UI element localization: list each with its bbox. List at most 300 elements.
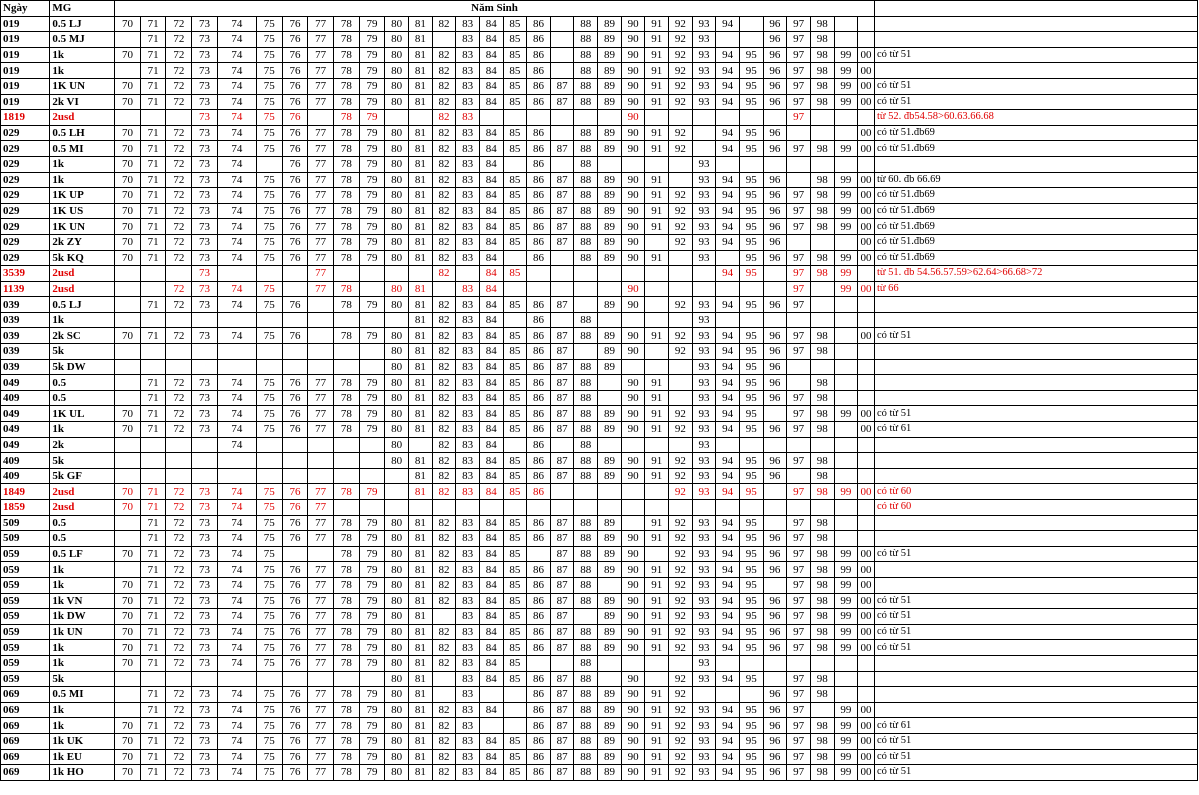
year-cell: 86 [527,16,551,32]
year-cell [574,281,598,297]
year-cell: 85 [503,359,527,375]
year-cell [503,718,527,734]
mg-cell: 0.5 LJ [50,16,115,32]
year-cell: 81 [409,702,433,718]
year-cell: 71 [140,406,166,422]
year-cell: 97 [787,765,811,781]
year-cell: 71 [140,125,166,141]
year-cell [787,375,811,391]
year-cell: 72 [166,546,192,562]
year-cell: 74 [217,188,256,204]
year-cell: 85 [503,406,527,422]
year-cell: 83 [456,609,480,625]
year-cell: 74 [217,63,256,79]
year-cell: 81 [409,453,433,469]
year-cell: 81 [409,546,433,562]
mg-cell: 1k [50,63,115,79]
year-cell [692,125,716,141]
year-cell: 76 [282,63,308,79]
year-cell: 97 [787,718,811,734]
mg-cell: 0.5 [50,390,115,406]
year-cell: 74 [217,94,256,110]
year-cell: 82 [432,546,456,562]
year-cell: 84 [479,297,503,313]
year-cell [669,172,693,188]
year-cell [166,312,192,328]
year-cell: 93 [692,328,716,344]
year-cell: 98 [810,203,834,219]
year-cell [527,266,551,282]
year-cell [527,655,551,671]
year-cell: 97 [787,640,811,656]
year-cell: 93 [692,437,716,453]
year-cell: 90 [621,702,645,718]
year-cell: 96 [763,32,787,48]
year-cell: 85 [503,344,527,360]
year-cell: 82 [432,203,456,219]
year-cell: 98 [810,453,834,469]
year-cell: 73 [192,110,218,126]
year-cell: 77 [308,500,334,516]
year-cell: 78 [333,16,359,32]
year-cell: 90 [621,172,645,188]
year-cell: 88 [574,406,598,422]
table-row [1,250,1198,266]
year-cell: 84 [479,203,503,219]
year-cell [115,468,141,484]
table-row [1,359,1198,375]
year-cell [858,390,875,406]
year-cell [716,655,740,671]
year-cell: 73 [192,172,218,188]
year-cell: 88 [574,453,598,469]
year-cell: 74 [217,110,256,126]
year-cell: 00 [858,562,875,578]
year-cell [598,281,622,297]
year-cell: 97 [787,63,811,79]
year-cell: 90 [621,577,645,593]
year-cell [787,312,811,328]
year-cell: 93 [692,375,716,391]
year-cell: 87 [550,390,574,406]
year-cell: 87 [550,468,574,484]
year-cell [115,312,141,328]
year-cell [787,655,811,671]
year-cell: 96 [763,359,787,375]
year-cell: 71 [140,733,166,749]
day-cell: 409 [1,453,50,469]
year-cell: 84 [479,609,503,625]
year-cell: 76 [282,609,308,625]
year-cell [598,484,622,500]
day-cell: 029 [1,250,50,266]
year-cell: 97 [787,531,811,547]
mg-cell: 5k KQ [50,250,115,266]
year-cell: 87 [550,172,574,188]
year-cell: 80 [385,702,409,718]
day-cell: 1859 [1,500,50,516]
year-cell: 79 [359,749,385,765]
year-cell: 72 [166,500,192,516]
year-cell: 88 [574,359,598,375]
year-cell: 96 [763,219,787,235]
year-cell: 84 [479,47,503,63]
day-cell: 049 [1,406,50,422]
year-cell [166,344,192,360]
year-cell: 98 [810,515,834,531]
year-cell: 83 [456,375,480,391]
year-cell: 98 [810,671,834,687]
mg-cell: 1k VN [50,593,115,609]
year-cell [645,156,669,172]
year-cell: 83 [456,297,480,313]
year-cell: 88 [574,718,598,734]
year-cell: 87 [550,609,574,625]
year-cell: 79 [359,297,385,313]
year-cell [716,500,740,516]
year-cell: 88 [574,63,598,79]
year-cell: 82 [432,390,456,406]
year-cell: 70 [115,94,141,110]
year-cell: 99 [834,749,858,765]
year-cell: 86 [527,63,551,79]
year-cell [409,266,433,282]
year-cell: 85 [503,125,527,141]
year-cell [140,266,166,282]
year-cell: 83 [456,390,480,406]
year-cell: 78 [333,640,359,656]
year-cell: 88 [574,141,598,157]
year-cell: 76 [282,390,308,406]
year-cell: 86 [527,297,551,313]
year-cell: 93 [692,562,716,578]
year-cell: 87 [550,577,574,593]
year-cell: 90 [621,281,645,297]
year-cell: 95 [739,640,763,656]
table-row [1,328,1198,344]
year-cell: 83 [456,687,480,703]
year-cell [716,250,740,266]
day-cell: 509 [1,531,50,547]
year-cell: 74 [217,16,256,32]
year-cell: 95 [739,593,763,609]
year-cell: 74 [217,390,256,406]
year-cell: 87 [550,671,574,687]
year-cell [810,281,834,297]
year-cell [834,655,858,671]
year-cell: 78 [333,531,359,547]
year-cell [115,359,141,375]
year-cell: 85 [503,63,527,79]
year-cell: 71 [140,422,166,438]
year-cell: 73 [192,156,218,172]
year-cell: 90 [621,78,645,94]
mg-cell: 1k [50,718,115,734]
year-cell: 97 [787,624,811,640]
day-cell: 059 [1,593,50,609]
year-cell: 89 [598,32,622,48]
year-cell [256,312,282,328]
mg-cell: 1k [50,562,115,578]
year-cell: 75 [256,546,282,562]
year-cell: 89 [598,765,622,781]
year-cell: 93 [692,640,716,656]
year-cell: 86 [527,234,551,250]
day-cell: 029 [1,219,50,235]
day-cell: 029 [1,203,50,219]
year-cell: 76 [282,562,308,578]
year-cell [550,156,574,172]
year-cell [385,110,409,126]
year-cell: 77 [308,219,334,235]
year-cell: 88 [574,422,598,438]
year-cell: 91 [645,32,669,48]
year-cell: 79 [359,484,385,500]
year-cell: 70 [115,47,141,63]
year-cell: 77 [308,406,334,422]
mg-cell: 1k [50,172,115,188]
year-cell: 84 [479,390,503,406]
year-cell [282,546,308,562]
year-cell [359,453,385,469]
year-cell: 94 [716,375,740,391]
year-cell: 86 [527,593,551,609]
year-cell: 94 [716,188,740,204]
year-cell: 95 [739,125,763,141]
year-cell [598,156,622,172]
year-cell: 86 [527,718,551,734]
year-cell [308,468,334,484]
year-cell: 83 [456,765,480,781]
year-cell: 71 [140,250,166,266]
year-cell: 76 [282,687,308,703]
note-cell: có từ 51 [874,640,1197,656]
year-cell: 95 [739,577,763,593]
year-cell: 81 [409,749,433,765]
year-cell: 74 [217,687,256,703]
year-cell [166,266,192,282]
day-cell: 1849 [1,484,50,500]
year-cell: 79 [359,546,385,562]
year-cell: 95 [739,406,763,422]
day-cell: 029 [1,156,50,172]
year-cell: 97 [787,546,811,562]
table-row [1,234,1198,250]
year-cell [645,312,669,328]
year-cell: 84 [479,266,503,282]
year-cell: 97 [787,609,811,625]
year-cell: 75 [256,63,282,79]
year-cell [115,515,141,531]
year-cell: 91 [645,749,669,765]
year-cell: 80 [385,577,409,593]
year-cell: 77 [308,609,334,625]
note-cell: từ 66 [874,281,1197,297]
table-row [1,733,1198,749]
year-cell: 88 [574,531,598,547]
year-cell [115,437,141,453]
year-cell [763,266,787,282]
year-cell [763,484,787,500]
year-cell: 89 [598,422,622,438]
year-cell: 98 [810,733,834,749]
year-cell: 00 [858,63,875,79]
year-cell: 76 [282,515,308,531]
year-cell: 94 [716,344,740,360]
table-row [1,344,1198,360]
year-cell: 71 [140,390,166,406]
note-cell [874,344,1197,360]
year-cell: 77 [308,390,334,406]
year-cell: 92 [669,484,693,500]
year-cell: 73 [192,687,218,703]
note-cell: có từ 51.đb69 [874,203,1197,219]
year-cell: 91 [645,188,669,204]
year-cell: 91 [645,47,669,63]
year-cell: 87 [550,234,574,250]
table-row [1,437,1198,453]
year-cell: 79 [359,687,385,703]
year-cell: 97 [787,749,811,765]
year-cell [192,437,218,453]
year-cell [409,110,433,126]
table-row [1,609,1198,625]
year-cell [621,500,645,516]
year-cell: 93 [692,422,716,438]
year-cell: 94 [716,125,740,141]
year-cell: 71 [140,63,166,79]
year-cell: 76 [282,484,308,500]
year-cell: 74 [217,515,256,531]
note-cell: từ 60. đb 66.69 [874,172,1197,188]
year-cell: 76 [282,78,308,94]
year-cell: 86 [527,47,551,63]
year-cell: 72 [166,655,192,671]
year-cell [192,359,218,375]
year-cell: 84 [479,250,503,266]
year-cell: 93 [692,203,716,219]
year-cell: 81 [409,765,433,781]
year-cell: 80 [385,234,409,250]
year-cell: 79 [359,765,385,781]
year-cell: 85 [503,16,527,32]
year-cell: 90 [621,546,645,562]
year-cell: 98 [810,422,834,438]
year-cell: 98 [810,328,834,344]
year-cell: 99 [834,141,858,157]
year-cell: 95 [739,671,763,687]
year-cell: 88 [574,328,598,344]
year-cell [763,156,787,172]
year-cell [598,312,622,328]
year-cell: 82 [432,733,456,749]
year-cell: 70 [115,219,141,235]
year-cell: 74 [217,531,256,547]
year-cell: 90 [621,468,645,484]
year-cell: 89 [598,718,622,734]
year-cell [739,281,763,297]
year-cell: 90 [621,297,645,313]
year-cell: 85 [503,593,527,609]
note-cell [874,297,1197,313]
day-cell: 059 [1,624,50,640]
year-cell: 99 [834,219,858,235]
year-cell: 78 [333,718,359,734]
year-cell: 74 [217,47,256,63]
year-cell: 95 [739,468,763,484]
year-cell: 94 [716,671,740,687]
year-cell: 75 [256,110,282,126]
year-cell: 90 [621,63,645,79]
year-cell: 96 [763,765,787,781]
year-cell: 92 [669,733,693,749]
year-cell: 94 [716,78,740,94]
year-cell: 81 [409,562,433,578]
year-cell: 83 [456,515,480,531]
year-cell [192,453,218,469]
year-cell: 70 [115,733,141,749]
year-cell: 77 [308,16,334,32]
note-cell: có từ 51 [874,546,1197,562]
year-cell: 76 [282,234,308,250]
year-cell: 94 [716,718,740,734]
year-cell: 89 [598,687,622,703]
note-cell: có từ 51.đb69 [874,125,1197,141]
year-cell [763,406,787,422]
year-cell: 79 [359,702,385,718]
year-cell: 86 [527,687,551,703]
year-cell: 87 [550,749,574,765]
mg-cell: 5k DW [50,359,115,375]
year-cell: 92 [669,624,693,640]
year-cell [858,655,875,671]
year-cell: 98 [810,624,834,640]
year-cell: 96 [763,234,787,250]
year-cell: 75 [256,515,282,531]
mg-cell: 1K UN [50,78,115,94]
year-cell: 81 [409,468,433,484]
year-cell: 76 [282,655,308,671]
year-cell: 79 [359,141,385,157]
year-cell: 89 [598,63,622,79]
year-cell: 88 [574,515,598,531]
year-cell: 80 [385,733,409,749]
year-cell: 78 [333,422,359,438]
year-cell: 89 [598,47,622,63]
table-row [1,500,1198,516]
year-cell: 72 [166,390,192,406]
year-cell: 80 [385,531,409,547]
year-cell: 00 [858,188,875,204]
year-cell: 75 [256,328,282,344]
year-cell: 83 [456,562,480,578]
year-cell: 75 [256,375,282,391]
year-cell: 71 [140,624,166,640]
year-cell: 91 [645,718,669,734]
year-cell [256,156,282,172]
year-cell: 90 [621,250,645,266]
year-cell: 77 [308,78,334,94]
year-cell: 86 [527,437,551,453]
year-cell: 92 [669,749,693,765]
year-cell: 82 [432,468,456,484]
year-cell [716,312,740,328]
year-cell: 85 [503,203,527,219]
year-cell: 72 [166,234,192,250]
year-cell: 80 [385,749,409,765]
year-cell: 92 [669,468,693,484]
year-cell: 88 [574,577,598,593]
